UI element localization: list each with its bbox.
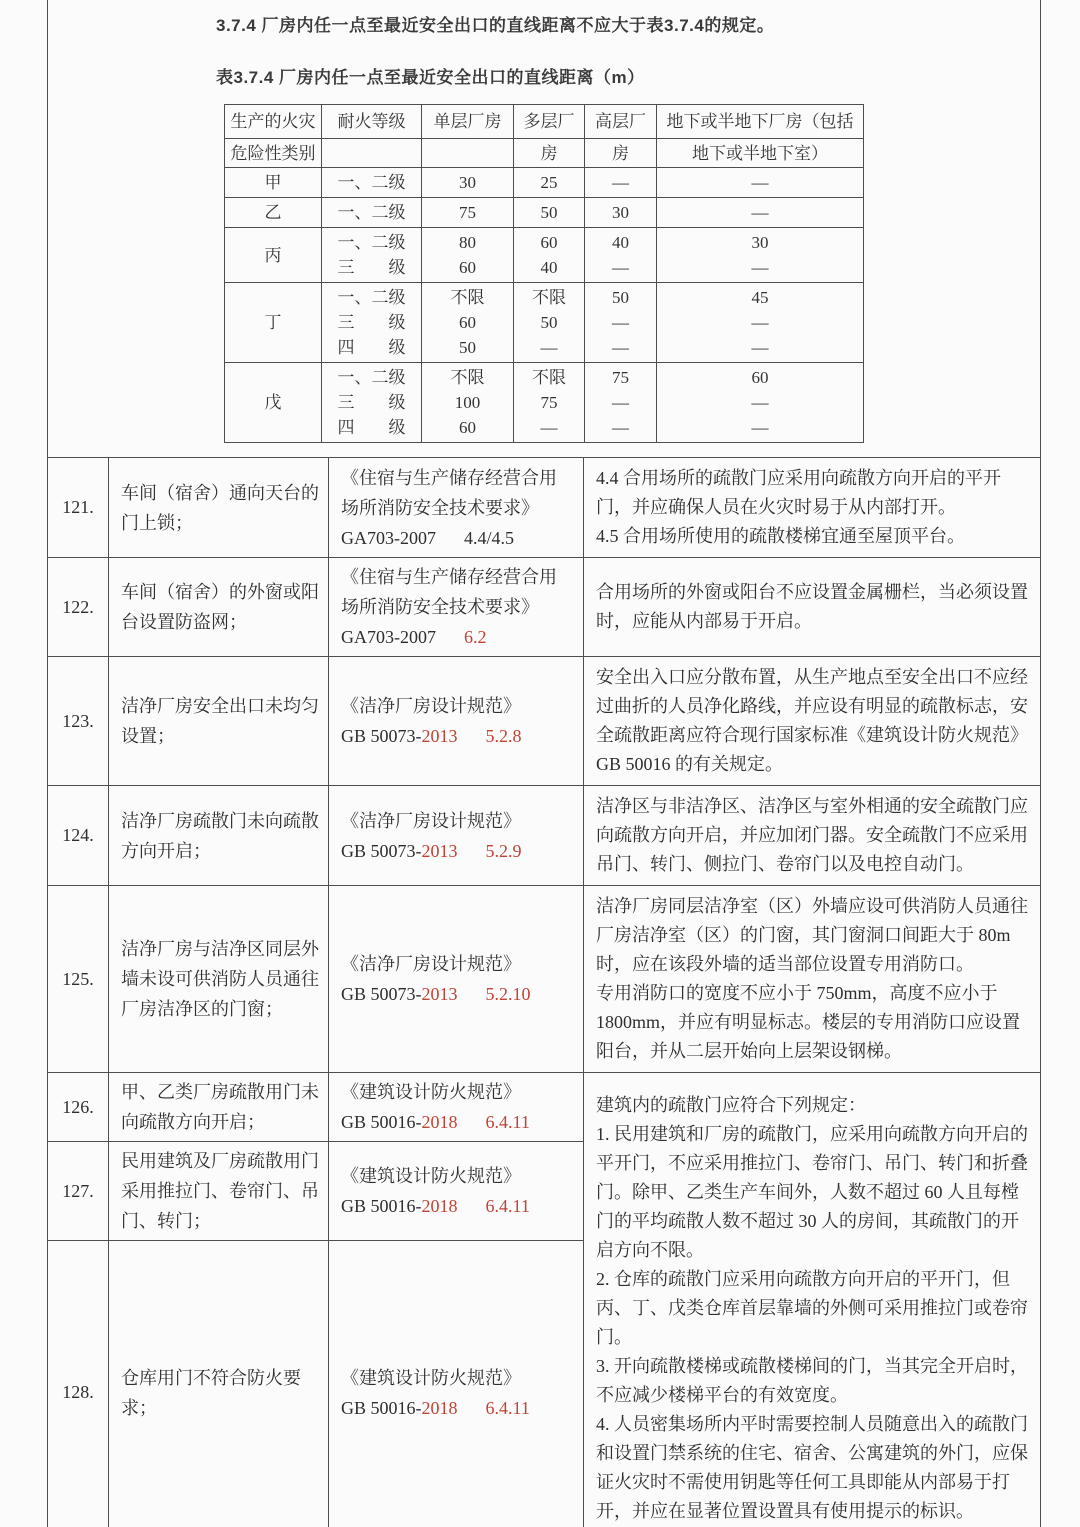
distance-value-cell [585, 283, 657, 363]
violation-row [48, 558, 1041, 657]
distance-header-cell [322, 139, 422, 168]
fire-grade-cell [322, 228, 422, 283]
regulation-title: 《建筑设计防火规范》 [341, 1367, 521, 1388]
distance-value-cell [514, 168, 585, 198]
cell-line: — [612, 418, 629, 437]
regulation-reference-cell [329, 657, 584, 786]
cell-line: 60 [459, 258, 476, 277]
regulation-reference-cell [329, 1073, 584, 1142]
cell-line: 30 [751, 233, 769, 252]
requirement-cell [584, 458, 1041, 558]
cell-line: — [540, 418, 558, 437]
distance-value-cell [422, 168, 514, 198]
distance-header-cell: 耐火等级 [322, 105, 422, 139]
distance-table-group-row [225, 228, 864, 283]
requirement-paragraph: 洁净区与非洁净区、洁净区与室外相通的安全疏散门应向疏散方向开启，并应加闭门器。安全疏散门不应采用吊门、转门、侧拉门、卷帘门以及电控自动门。 [596, 796, 1028, 874]
cell-line: — [751, 173, 769, 192]
cell-line: 一、二级 [337, 173, 406, 192]
cell-line: 100 [454, 393, 481, 412]
cell-line: 四 级 [337, 418, 406, 437]
distance-value-cell [585, 198, 657, 228]
code-year: 2018 [421, 1196, 458, 1216]
code-clause: 5.2.8 [485, 726, 522, 746]
distance-value-cell [585, 168, 657, 198]
distance-value-cell [422, 198, 514, 228]
section-374-row [48, 0, 1041, 458]
regulation-code [341, 1107, 573, 1137]
row-number-cell: 128. [48, 1241, 109, 1527]
code-number: GB 50073- [341, 726, 422, 746]
fire-grade-cell [322, 283, 422, 363]
distance-header-cell: 危险性类别 [225, 139, 322, 168]
distance-table-group-row [225, 283, 864, 363]
regulation-code [341, 523, 573, 553]
distance-table-group-row [225, 198, 864, 228]
regulation-title: 《住宿与生产储存经营合用场所消防安全技术要求》 [341, 467, 557, 518]
cell-line: 60 [540, 233, 558, 252]
fire-grade-cell [322, 363, 422, 443]
requirement-paragraph: 洁净厂房同层洁净室（区）外墙应设可供消防人员通往厂房洁净室（区）的门窗，其门窗洞口间距大于 80m 时，应在该段外墙的适当部位设置专用消防口。 [596, 896, 1028, 974]
requirement-paragraph: 4.4 合用场所的疏散门应采用向疏散方向开启的平开门，并应确保人员在火灾时易于从内部打开。 [596, 468, 1001, 517]
regulation-title: 《洁净厂房设计规范》 [341, 696, 521, 716]
cell-line: 不限 [450, 368, 485, 387]
violation-item-cell: 洁净厂房疏散门未向疏散方向开启； [109, 786, 329, 886]
distance-table [224, 104, 864, 443]
category-cell: 丙 [225, 228, 322, 283]
code-number: GA703-2007 [341, 527, 436, 548]
distance-table-header-row [225, 105, 864, 139]
regulation-title: 《洁净厂房设计规范》 [341, 810, 521, 831]
regulation-code [341, 622, 573, 652]
regulation-reference-cell [329, 1241, 584, 1527]
row-number-cell: 126. [48, 1073, 109, 1142]
cell-line: 三 级 [337, 313, 406, 332]
cell-line: — [751, 418, 769, 437]
cell-line: — [612, 313, 629, 332]
distance-header-cell: 房 [585, 139, 657, 168]
cell-line: 60 [459, 313, 476, 332]
code-number: GB 50016- [341, 1196, 422, 1216]
code-year: 2018 [421, 1397, 458, 1418]
cell-line: 50 [612, 288, 629, 307]
cell-line: 40 [612, 233, 629, 252]
cell-line: 50 [540, 203, 558, 222]
requirement-paragraph: 专用消防口的宽度不应小于 750mm，高度不应小于 1800mm，并应有明显标志。楼层的专用消防口应设置阳台，并从二层开始向上层架设钢梯。 [596, 983, 1020, 1061]
cell-line: 三 级 [337, 258, 406, 277]
distance-value-cell [657, 363, 864, 443]
distance-value-cell [585, 228, 657, 283]
cell-line: — [751, 313, 769, 332]
code-year: 2013 [421, 840, 458, 861]
distance-value-cell [422, 228, 514, 283]
code-year: 2013 [421, 726, 458, 746]
cell-line: 四 级 [337, 338, 406, 357]
cell-line: 不限 [532, 288, 566, 307]
violation-row [48, 458, 1041, 558]
cell-line: 60 [459, 418, 476, 437]
regulation-code [341, 721, 573, 751]
code-clause: 6.4.11 [485, 1397, 530, 1418]
distance-table-caption: 表3.7.4 厂房内任一点至最近安全出口的直线距离（m） [216, 68, 645, 87]
category-cell: 乙 [225, 198, 322, 228]
requirement-paragraph: 1. 民用建筑和厂房的疏散门，应采用向疏散方向开启的平开门，不应采用推拉门、卷帘门、吊门、转门和折叠门。除甲、乙类生产车间外，人数不超过 60 人且每樘门的平均疏散人数不超过 30 人的房间，其疏散门的开启方向不限。 [596, 1124, 1028, 1260]
distance-value-cell [422, 283, 514, 363]
distance-table-header-row [225, 139, 864, 168]
cell-line: — [751, 203, 769, 222]
cell-line: — [540, 338, 558, 357]
distance-header-cell: 单层厂房 [422, 105, 514, 139]
cell-line: 40 [540, 258, 558, 277]
row-number-cell: 122. [48, 558, 109, 657]
row-number-cell: 121. [48, 458, 109, 558]
violation-item-cell: 民用建筑及厂房疏散用门采用推拉门、卷帘门、吊门、转门； [109, 1142, 329, 1241]
distance-value-cell [514, 363, 585, 443]
requirement-cell [584, 558, 1041, 657]
violation-row [48, 886, 1041, 1073]
cell-line: 30 [459, 173, 476, 192]
code-clause: 4.4/4.5 [464, 527, 515, 548]
cell-line: — [751, 258, 769, 277]
requirement-paragraph: 建筑内的疏散门应符合下列规定： [596, 1095, 866, 1115]
distance-table-group-row [225, 363, 864, 443]
requirement-cell [584, 657, 1041, 786]
violation-checklist-table [47, 0, 1041, 1527]
regulation-code [341, 1191, 573, 1221]
code-year: 2013 [421, 984, 458, 1004]
requirement-paragraph: 4. 人员密集场所内平时需要控制人员随意出入的疏散门和设置门禁系统的住宅、宿舍、公寓建筑的外门，应保证火灾时不需使用钥匙等任何工具即能从内部易于打开，并应在显著位置设置具有使用提示的标识。 [596, 1414, 1028, 1521]
row-number-cell: 127. [48, 1142, 109, 1241]
cell-line: — [751, 393, 769, 412]
distance-header-cell: 多层厂 [514, 105, 585, 139]
regulation-title: 《建筑设计防火规范》 [341, 1082, 521, 1102]
category-cell: 戊 [225, 363, 322, 443]
code-clause: 5.2.9 [485, 840, 522, 861]
violation-item-cell: 车间（宿舍）的外窗或阳台设置防盗网； [109, 558, 329, 657]
cell-line: — [612, 258, 629, 277]
cell-line: 25 [540, 173, 558, 192]
cell-line: 80 [459, 233, 476, 252]
distance-value-cell [585, 363, 657, 443]
code-number: GA703-2007 [341, 627, 436, 647]
distance-header-cell: 地下或半地下室） [657, 139, 864, 168]
regulation-title: 《建筑设计防火规范》 [341, 1166, 521, 1186]
code-clause: 6.2 [464, 627, 487, 647]
violation-row [48, 786, 1041, 886]
category-cell: 丁 [225, 283, 322, 363]
cell-line: — [612, 393, 629, 412]
distance-value-cell [657, 168, 864, 198]
requirement-paragraph: 4.5 合用场所使用的疏散楼梯宜通至屋顶平台。 [596, 526, 965, 546]
regulation-title: 《住宿与生产储存经营合用场所消防安全技术要求》 [341, 567, 557, 617]
distance-table-group-row [225, 168, 864, 198]
violation-item-cell: 洁净厂房与洁净区同层外墙未设可供消防人员通往厂房洁净区的门窗； [109, 886, 329, 1073]
cell-line: — [751, 338, 769, 357]
cell-line: — [612, 173, 629, 192]
distance-header-cell [422, 139, 514, 168]
distance-value-cell [514, 283, 585, 363]
row-number-cell: 124. [48, 786, 109, 886]
distance-header-cell: 房 [514, 139, 585, 168]
cell-line: 不限 [532, 368, 566, 387]
distance-value-cell [422, 363, 514, 443]
row-number-cell: 123. [48, 657, 109, 786]
regulation-reference-cell [329, 786, 584, 886]
cell-line: 一、二级 [337, 368, 406, 387]
code-clause: 6.4.11 [485, 1112, 530, 1132]
distance-header-cell: 地下或半地下厂房（包括 [657, 105, 864, 139]
cell-line: 50 [459, 338, 476, 357]
cell-line: 75 [540, 393, 558, 412]
fire-grade-cell [322, 168, 422, 198]
distance-header-cell: 高层厂 [585, 105, 657, 139]
violation-item-cell: 洁净厂房安全出口未均匀设置； [109, 657, 329, 786]
violation-item-cell: 车间（宿舍）通向天台的门上锁； [109, 458, 329, 558]
distance-value-cell [514, 228, 585, 283]
requirement-paragraph: 3. 开向疏散楼梯或疏散楼梯间的门，当其完全开启时，不应减少楼梯平台的有效宽度。 [596, 1356, 1028, 1405]
code-number: GB 50016- [341, 1112, 422, 1132]
regulation-code [341, 1393, 573, 1423]
regulation-reference-cell [329, 558, 584, 657]
code-clause: 6.4.11 [485, 1196, 530, 1216]
code-number: GB 50016- [341, 1397, 422, 1418]
cell-line: — [612, 338, 629, 357]
distance-value-cell [514, 198, 585, 228]
section-374-cell [48, 0, 1041, 458]
category-cell: 甲 [225, 168, 322, 198]
distance-value-cell [657, 283, 864, 363]
cell-line: 75 [459, 203, 476, 222]
code-number: GB 50073- [341, 984, 422, 1004]
cell-line: 一、二级 [337, 203, 406, 222]
cell-line: 一、二级 [337, 288, 406, 307]
regulation-reference-cell [329, 886, 584, 1073]
regulation-reference-cell [329, 458, 584, 558]
cell-line: 不限 [450, 288, 485, 307]
row-number-cell: 125. [48, 886, 109, 1073]
requirement-cell [584, 886, 1041, 1073]
distance-value-cell [657, 228, 864, 283]
distance-header-cell: 生产的火灾 [225, 105, 322, 139]
violation-row [48, 657, 1041, 786]
requirement-paragraph: 合用场所的外窗或阳台不应设置金属栅栏，当必须设置时，应能从内部易于开启。 [596, 582, 1028, 631]
regulation-code [341, 979, 573, 1009]
regulation-title: 《洁净厂房设计规范》 [341, 954, 521, 974]
cell-line: 30 [612, 203, 629, 222]
code-clause: 5.2.10 [485, 984, 531, 1004]
regulation-code [341, 836, 573, 866]
code-year: 2018 [421, 1112, 458, 1132]
requirement-paragraph: 安全出入口应分散布置，从生产地点至安全出口不应经过曲折的人员净化路线，并应设有明显的疏散标志，安全疏散距离应符合现行国家标准《建筑设计防火规范》GB 50016 的有关规定。 [596, 667, 1028, 774]
violation-item-cell: 甲、乙类厂房疏散用门未向疏散方向开启； [109, 1073, 329, 1142]
fire-grade-cell [322, 198, 422, 228]
cell-line: 45 [751, 288, 769, 307]
cell-line: 75 [612, 368, 629, 387]
cell-line: 50 [540, 313, 558, 332]
distance-value-cell [657, 198, 864, 228]
cell-line: 一、二级 [337, 233, 406, 252]
code-number: GB 50073- [341, 840, 422, 861]
cell-line: 60 [751, 368, 769, 387]
section-heading: 3.7.4 厂房内任一点至最近安全出口的直线距离不应大于表3.7.4的规定。 [216, 16, 775, 35]
cell-line: 三 级 [337, 393, 406, 412]
violation-item-cell: 仓库用门不符合防火要求； [109, 1241, 329, 1527]
requirement-cell [584, 1073, 1041, 1527]
regulation-reference-cell [329, 1142, 584, 1241]
violation-row [48, 1073, 1041, 1142]
requirement-cell [584, 786, 1041, 886]
requirement-paragraph: 2. 仓库的疏散门应采用向疏散方向开启的平开门，但丙、丁、戊类仓库首层靠墙的外侧可采用推拉门或卷帘门。 [596, 1269, 1028, 1347]
